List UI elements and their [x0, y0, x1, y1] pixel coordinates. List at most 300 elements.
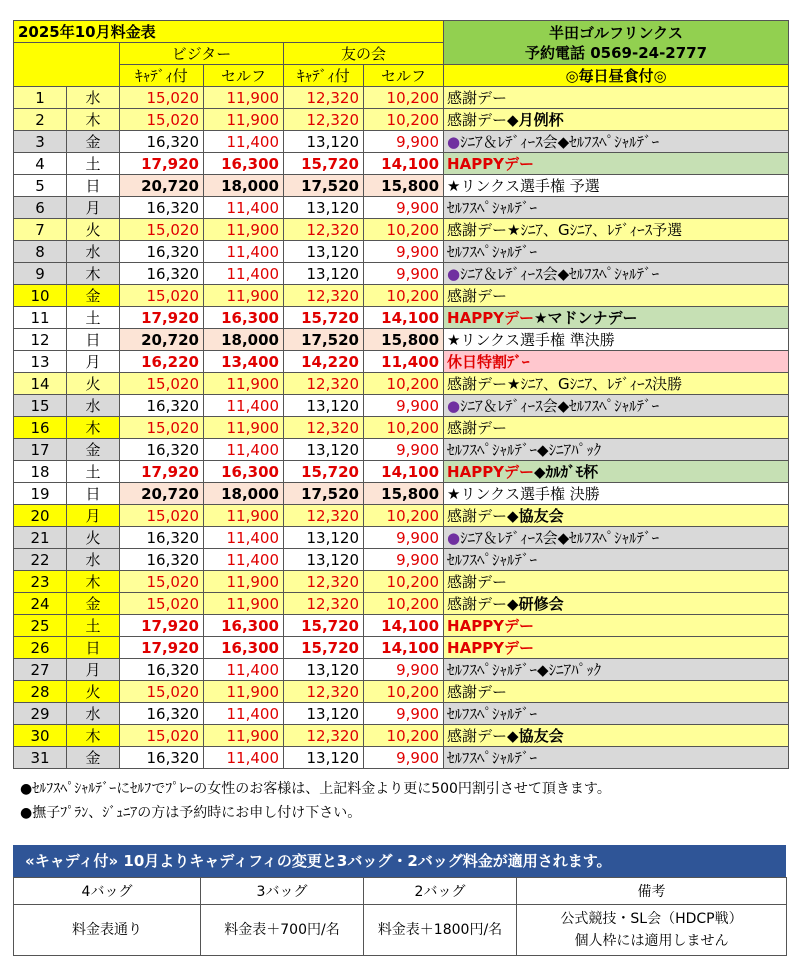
weekday-cell: 金	[67, 439, 120, 461]
event-text: ｾﾙﾌｽﾍﾟｼｬﾙﾃﾞｰ	[447, 242, 538, 261]
table-row	[14, 263, 789, 285]
day-cell: 14	[14, 373, 67, 395]
event-text: HAPPYデー	[447, 308, 535, 327]
price-cell: 10,200	[364, 417, 444, 439]
weekday-cell: 木	[67, 109, 120, 131]
weekday-cell: 金	[67, 747, 120, 769]
weekday-cell: 金	[67, 285, 120, 307]
price-cell: 9,900	[364, 241, 444, 263]
visitor-header: ビジター	[120, 43, 284, 65]
table-row	[14, 241, 789, 263]
weekday-cell: 火	[67, 527, 120, 549]
event-text: ｾﾙﾌｽﾍﾟｼｬﾙﾃﾞｰ	[447, 550, 538, 569]
day-cell: 2	[14, 109, 67, 131]
event-text: ｼﾆｱ＆ﾚﾃﾞｨｰｽ会◆ｾﾙﾌｽﾍﾟｼｬﾙﾃﾞｰ	[460, 528, 660, 547]
table-row	[14, 483, 789, 505]
weekday-cell: 月	[67, 351, 120, 373]
price-cell: 9,900	[364, 131, 444, 153]
day-cell: 6	[14, 197, 67, 219]
table-row	[14, 725, 789, 747]
visitor-caddie-header: ｷｬﾃﾞｨ付	[120, 65, 204, 87]
price-cell: 11,400	[204, 703, 284, 725]
day-cell: 23	[14, 571, 67, 593]
price-cell: 16,320	[120, 241, 204, 263]
price-cell: 17,920	[120, 153, 204, 175]
event-text: 感謝デー	[447, 726, 508, 745]
price-cell: 17,920	[120, 461, 204, 483]
table-row	[14, 571, 789, 593]
price-cell: 13,120	[284, 197, 364, 219]
price-cell: 15,020	[120, 725, 204, 747]
day-cell: 8	[14, 241, 67, 263]
event-text: 感謝デー	[447, 286, 508, 305]
price-cell: 12,320	[284, 593, 364, 615]
bag-header: 2バッグ	[364, 878, 517, 905]
price-cell: 11,400	[204, 549, 284, 571]
event-text: ｾﾙﾌｽﾍﾟｼｬﾙﾃﾞｰ	[447, 198, 538, 217]
price-cell: 12,320	[284, 285, 364, 307]
table-row	[14, 197, 789, 219]
member-self-header: セルフ	[364, 65, 444, 87]
price-cell: 12,320	[284, 725, 364, 747]
event-text: 休日特割ﾃﾞｰ	[447, 352, 530, 371]
event-text: 感謝デー	[447, 594, 508, 613]
price-cell: 13,120	[284, 747, 364, 769]
price-cell: 10,200	[364, 373, 444, 395]
event-text: ★リンクス選手権 決勝	[447, 484, 600, 503]
day-cell: 3	[14, 131, 67, 153]
price-cell: 15,020	[120, 109, 204, 131]
price-cell: 16,300	[204, 461, 284, 483]
event-cell	[444, 307, 789, 329]
event-text: 感謝デー	[447, 506, 508, 525]
price-cell: 16,320	[120, 439, 204, 461]
price-cell: 17,920	[120, 637, 204, 659]
bullet-icon: ●	[447, 396, 461, 415]
weekday-cell: 火	[67, 681, 120, 703]
event-cell	[444, 373, 789, 395]
event-cell	[444, 197, 789, 219]
price-cell: 10,200	[364, 285, 444, 307]
table-row	[14, 417, 789, 439]
price-cell: 9,900	[364, 659, 444, 681]
price-cell: 12,320	[284, 219, 364, 241]
price-cell: 9,900	[364, 527, 444, 549]
footnotes	[20, 777, 611, 825]
price-cell: 12,320	[284, 505, 364, 527]
price-cell: 16,300	[204, 637, 284, 659]
price-cell: 12,320	[284, 681, 364, 703]
table-row	[14, 527, 789, 549]
price-cell: 16,320	[120, 395, 204, 417]
bag-value: 料金表＋700円/名	[201, 905, 364, 956]
price-cell: 14,100	[364, 637, 444, 659]
price-cell: 15,020	[120, 219, 204, 241]
day-cell: 15	[14, 395, 67, 417]
bullet-icon: ●	[447, 264, 461, 283]
weekday-cell: 土	[67, 153, 120, 175]
price-cell: 10,200	[364, 87, 444, 109]
table-row	[14, 131, 789, 153]
event-cell	[444, 659, 789, 681]
price-cell: 9,900	[364, 263, 444, 285]
event-cell	[444, 505, 789, 527]
price-cell: 11,900	[204, 285, 284, 307]
event-text: ｾﾙﾌｽﾍﾟｼｬﾙﾃﾞｰ	[447, 704, 538, 723]
price-cell: 16,320	[120, 527, 204, 549]
table-row	[14, 109, 789, 131]
event-text: ｼﾆｱ＆ﾚﾃﾞｨｰｽ会◆ｾﾙﾌｽﾍﾟｼｬﾙﾃﾞｰ	[460, 264, 660, 283]
price-cell: 15,020	[120, 87, 204, 109]
table-row	[14, 615, 789, 637]
price-cell: 11,400	[204, 439, 284, 461]
event-cell	[444, 263, 789, 285]
price-cell: 16,320	[120, 131, 204, 153]
event-cell	[444, 549, 789, 571]
event-text: ｼﾆｱ＆ﾚﾃﾞｨｰｽ会◆ｾﾙﾌｽﾍﾟｼｬﾙﾃﾞｰ	[460, 132, 660, 151]
table-row	[14, 549, 789, 571]
table-row	[14, 373, 789, 395]
price-cell: 11,900	[204, 725, 284, 747]
price-table	[13, 20, 789, 769]
price-cell: 11,900	[204, 219, 284, 241]
bullet-icon: ●	[447, 528, 461, 547]
weekday-cell: 水	[67, 241, 120, 263]
table-row	[14, 329, 789, 351]
price-cell: 16,220	[120, 351, 204, 373]
footnote: ●撫子ﾌﾟﾗﾝ、ｼﾞｭﾆｱの方は予約時にお申し付け下さい。	[20, 805, 362, 821]
table-row	[14, 703, 789, 725]
price-cell: 13,120	[284, 439, 364, 461]
event-cell	[444, 681, 789, 703]
price-cell: 13,400	[204, 351, 284, 373]
event-text: 感謝デー	[447, 88, 508, 107]
weekday-cell: 木	[67, 263, 120, 285]
table-row	[14, 307, 789, 329]
price-cell: 11,400	[204, 747, 284, 769]
event-text: ★リンクス選手権 予選	[447, 176, 600, 195]
price-cell: 9,900	[364, 395, 444, 417]
price-cell: 15,020	[120, 593, 204, 615]
price-cell: 17,520	[284, 329, 364, 351]
event-cell	[444, 285, 789, 307]
price-cell: 11,400	[204, 659, 284, 681]
price-cell: 16,320	[120, 263, 204, 285]
weekday-cell: 土	[67, 307, 120, 329]
price-cell: 11,900	[204, 417, 284, 439]
price-cell: 15,720	[284, 637, 364, 659]
day-cell: 27	[14, 659, 67, 681]
price-cell: 16,300	[204, 153, 284, 175]
price-cell: 15,720	[284, 307, 364, 329]
price-cell: 12,320	[284, 373, 364, 395]
price-cell: 17,920	[120, 615, 204, 637]
event-cell	[444, 241, 789, 263]
price-cell: 17,520	[284, 175, 364, 197]
day-cell: 7	[14, 219, 67, 241]
bag-value: 料金表＋1800円/名	[364, 905, 517, 956]
price-cell: 12,320	[284, 109, 364, 131]
price-cell: 13,120	[284, 527, 364, 549]
weekday-cell: 土	[67, 615, 120, 637]
event-cell	[444, 615, 789, 637]
weekday-cell: 金	[67, 131, 120, 153]
price-cell: 9,900	[364, 747, 444, 769]
event-cell	[444, 439, 789, 461]
price-cell: 10,200	[364, 593, 444, 615]
event-text-bold: ◆月例杯	[507, 110, 564, 129]
price-cell: 15,800	[364, 329, 444, 351]
day-cell: 13	[14, 351, 67, 373]
price-cell: 13,120	[284, 241, 364, 263]
weekday-cell: 木	[67, 725, 120, 747]
weekday-cell: 日	[67, 329, 120, 351]
event-cell	[444, 725, 789, 747]
table-row	[14, 175, 789, 197]
footnote: ●ｾﾙﾌｽﾍﾟｼｬﾙﾃﾞｰにｾﾙﾌでﾌﾟﾚｰの女性のお客様は、上記料金より更に500円割引させて頂きます。	[20, 781, 611, 797]
member-caddie-header: ｷｬﾃﾞｨ付	[284, 65, 364, 87]
event-cell	[444, 351, 789, 373]
event-cell	[444, 593, 789, 615]
price-cell: 15,020	[120, 681, 204, 703]
price-cell: 15,720	[284, 615, 364, 637]
event-cell	[444, 527, 789, 549]
price-cell: 14,100	[364, 461, 444, 483]
table-row	[14, 351, 789, 373]
price-cell: 14,220	[284, 351, 364, 373]
table-row	[14, 285, 789, 307]
event-text: HAPPYデー	[447, 616, 535, 635]
price-cell: 15,020	[120, 285, 204, 307]
event-cell	[444, 395, 789, 417]
table-row	[14, 505, 789, 527]
event-text: 感謝デー	[447, 572, 508, 591]
table-row	[14, 439, 789, 461]
price-cell: 15,800	[364, 483, 444, 505]
price-cell: 18,000	[204, 175, 284, 197]
club-info	[444, 21, 789, 65]
price-cell: 13,120	[284, 703, 364, 725]
price-cell: 12,320	[284, 571, 364, 593]
day-cell: 12	[14, 329, 67, 351]
price-cell: 15,800	[364, 175, 444, 197]
price-cell: 16,320	[120, 659, 204, 681]
day-cell: 18	[14, 461, 67, 483]
bag-value: 料金表通り	[14, 905, 201, 956]
price-cell: 10,200	[364, 571, 444, 593]
price-cell: 17,520	[284, 483, 364, 505]
price-cell: 16,320	[120, 549, 204, 571]
event-cell	[444, 417, 789, 439]
weekday-cell: 木	[67, 571, 120, 593]
price-cell: 13,120	[284, 395, 364, 417]
price-cell: 11,900	[204, 373, 284, 395]
event-text: 感謝デー	[447, 682, 508, 701]
bag-header: 3バッグ	[201, 878, 364, 905]
event-cell	[444, 175, 789, 197]
price-cell: 11,400	[364, 351, 444, 373]
remark-line: 個人枠には適用しません	[574, 933, 729, 949]
remarks-value	[517, 905, 787, 956]
event-text-bold: ★マドンナデー	[534, 308, 638, 327]
event-text: 感謝デー★ｼﾆｱ、Gｼﾆｱ、ﾚﾃﾞｨｰｽ決勝	[447, 374, 683, 393]
table-row	[14, 461, 789, 483]
page-title: 2025年10月料金表	[14, 21, 444, 43]
bag-header: 4バッグ	[14, 878, 201, 905]
price-cell: 16,300	[204, 307, 284, 329]
table-row	[14, 153, 789, 175]
weekday-cell: 火	[67, 219, 120, 241]
day-cell: 1	[14, 87, 67, 109]
event-text-bold: ◆協友会	[507, 726, 564, 745]
day-cell: 11	[14, 307, 67, 329]
price-cell: 11,400	[204, 263, 284, 285]
day-cell: 4	[14, 153, 67, 175]
price-cell: 15,020	[120, 373, 204, 395]
event-cell	[444, 153, 789, 175]
price-cell: 13,120	[284, 131, 364, 153]
event-cell	[444, 483, 789, 505]
club-name: 半田ゴルフリンクス	[549, 23, 683, 42]
event-text: ｼﾆｱ＆ﾚﾃﾞｨｰｽ会◆ｾﾙﾌｽﾍﾟｼｬﾙﾃﾞｰ	[460, 396, 660, 415]
price-cell: 11,900	[204, 681, 284, 703]
event-text: HAPPYデー	[447, 638, 535, 657]
remarks-header: 備考	[517, 878, 787, 905]
table-row	[14, 593, 789, 615]
event-text-bold: ◆ｶﾙｶﾞﾓ杯	[534, 462, 599, 481]
price-cell: 11,900	[204, 505, 284, 527]
table-row	[14, 395, 789, 417]
price-cell: 20,720	[120, 483, 204, 505]
table-row	[14, 747, 789, 769]
price-cell: 10,200	[364, 725, 444, 747]
bullet-icon: ●	[447, 132, 461, 151]
price-cell: 10,200	[364, 109, 444, 131]
event-text: HAPPYデー	[447, 462, 535, 481]
weekday-cell: 土	[67, 461, 120, 483]
price-cell: 12,320	[284, 417, 364, 439]
price-cell: 18,000	[204, 483, 284, 505]
day-cell: 29	[14, 703, 67, 725]
price-cell: 10,200	[364, 219, 444, 241]
event-text: ｾﾙﾌｽﾍﾟｼｬﾙﾃﾞｰ	[447, 748, 538, 767]
weekday-cell: 日	[67, 175, 120, 197]
price-cell: 16,320	[120, 703, 204, 725]
weekday-cell: 水	[67, 395, 120, 417]
weekday-cell: 月	[67, 505, 120, 527]
event-text: ★リンクス選手権 準決勝	[447, 330, 615, 349]
price-cell: 12,320	[284, 87, 364, 109]
event-text: 感謝デー	[447, 110, 508, 129]
price-cell: 15,720	[284, 153, 364, 175]
event-text-bold: ◆研修会	[507, 594, 564, 613]
table-row	[14, 87, 789, 109]
day-header	[14, 43, 120, 87]
day-cell: 28	[14, 681, 67, 703]
day-cell: 9	[14, 263, 67, 285]
price-cell: 11,900	[204, 571, 284, 593]
weekday-cell: 木	[67, 417, 120, 439]
price-cell: 11,400	[204, 131, 284, 153]
day-cell: 22	[14, 549, 67, 571]
lunch-note: ◎毎日昼食付◎	[444, 65, 789, 87]
price-cell: 11,400	[204, 241, 284, 263]
price-cell: 20,720	[120, 175, 204, 197]
event-text: 感謝デー	[447, 418, 508, 437]
price-cell: 11,900	[204, 593, 284, 615]
day-cell: 31	[14, 747, 67, 769]
price-cell: 9,900	[364, 197, 444, 219]
day-cell: 5	[14, 175, 67, 197]
price-cell: 14,100	[364, 153, 444, 175]
price-cell: 20,720	[120, 329, 204, 351]
price-cell: 16,320	[120, 747, 204, 769]
price-cell: 9,900	[364, 703, 444, 725]
day-cell: 24	[14, 593, 67, 615]
bag-fee-table	[13, 877, 787, 956]
day-cell: 16	[14, 417, 67, 439]
weekday-cell: 日	[67, 483, 120, 505]
event-text-bold: ◆協友会	[507, 506, 564, 525]
day-cell: 25	[14, 615, 67, 637]
event-cell	[444, 219, 789, 241]
event-cell	[444, 109, 789, 131]
price-cell: 10,200	[364, 505, 444, 527]
event-cell	[444, 747, 789, 769]
day-cell: 17	[14, 439, 67, 461]
price-cell: 14,100	[364, 307, 444, 329]
price-cell: 16,320	[120, 197, 204, 219]
price-cell: 9,900	[364, 549, 444, 571]
price-cell: 11,900	[204, 87, 284, 109]
caddie-fee-banner: «キャディ付» 10月よりキャディフィの変更と3バッグ・2バッグ料金が適用されます。	[13, 845, 786, 877]
weekday-cell: 月	[67, 197, 120, 219]
event-cell	[444, 461, 789, 483]
event-cell	[444, 131, 789, 153]
price-cell: 14,100	[364, 615, 444, 637]
price-cell: 15,020	[120, 505, 204, 527]
weekday-cell: 火	[67, 373, 120, 395]
reservation-phone: 予約電話 0569-24-2777	[525, 43, 708, 62]
price-cell: 18,000	[204, 329, 284, 351]
price-cell: 17,920	[120, 307, 204, 329]
day-cell: 21	[14, 527, 67, 549]
remark-line: 公式競技・SL会（HDCP戦）	[560, 911, 743, 927]
event-cell	[444, 571, 789, 593]
day-cell: 30	[14, 725, 67, 747]
price-cell: 13,120	[284, 549, 364, 571]
day-cell: 19	[14, 483, 67, 505]
price-cell: 13,120	[284, 263, 364, 285]
table-row	[14, 637, 789, 659]
event-text: 感謝デー★ｼﾆｱ、Gｼﾆｱ、ﾚﾃﾞｨｰｽ予選	[447, 220, 683, 239]
event-text: HAPPYデー	[447, 154, 535, 173]
weekday-cell: 金	[67, 593, 120, 615]
weekday-cell: 日	[67, 637, 120, 659]
table-row	[14, 681, 789, 703]
weekday-cell: 月	[67, 659, 120, 681]
visitor-self-header: セルフ	[204, 65, 284, 87]
price-cell: 11,400	[204, 197, 284, 219]
table-row	[14, 219, 789, 241]
table-row	[14, 659, 789, 681]
price-cell: 16,300	[204, 615, 284, 637]
price-cell: 13,120	[284, 659, 364, 681]
member-header: 友の会	[284, 43, 444, 65]
price-cell: 10,200	[364, 681, 444, 703]
weekday-cell: 水	[67, 549, 120, 571]
event-cell	[444, 637, 789, 659]
